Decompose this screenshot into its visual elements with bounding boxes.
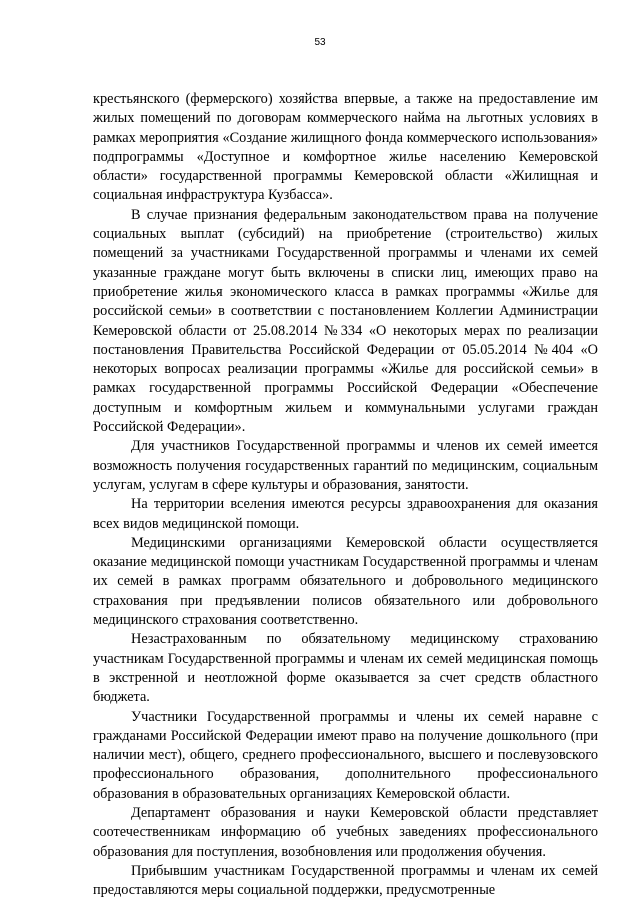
- page-number: 53: [314, 37, 326, 48]
- paragraph: На территории вселения имеются ресурсы здравоохранения для оказания всех видов медицинской помощи.: [93, 496, 598, 532]
- paragraph: Департамент образования и науки Кемеровской области представляет соотечественникам информацию об учебных заведениях профессионального образования для поступления, возобновления или продолжения обучения.: [93, 804, 598, 860]
- paragraph: Участники Государственной программы и члены их семей наравне с гражданами Российской Федерации имеют право на получение дошкольного (при наличии мест), общего, среднего профессионального, высшего и послевузовского профессионального образования, дополнительного профессионального образования в образовательных организациях Кемеровской области.: [93, 708, 598, 802]
- body-text: [93, 90, 598, 900]
- paragraph-continuation: крестьянского (фермерского) хозяйства впервые, а также на предоставление им жилых помещений по договорам коммерческого найма на льготных условиях в рамках мероприятия «Создание жилищного фонда коммерческого использования» подпрограммы «Доступное и комфортное жилье населению Кемеровской области» государственной программы Кемеровской области «Жилищная и социальная инфраструктура Кузбасса».: [93, 91, 598, 204]
- paragraph: Для участников Государственной программы и членов их семей имеется возможность получения государственных гарантий по медицинским, социальным услугам, услугам в сфере культуры и образования, занятости.: [93, 438, 598, 493]
- paragraph: В случае признания федеральным законодательством права на получение социальных выплат (субсидий) на приобретение (строительство) жилых помещений за участниками Государственной программы и членами их семей указанные граждане могут быть включены в списки лиц, имеющих право на приобретение жилья экономического класса в рамках программы «Жилье для российской семьи» в соответствии с постановлением Коллегии Администрации Кемеровской области от 25.08.2014 №334 «О некоторых мерах по реализации постановления Правительства Российской Федерации от 05.05.2014 №404 «О некоторых вопросах реализации программы «Жилье для российской семьи» в рамках государственной программы Российской Федерации «Обеспечение доступным и комфортным жильем и коммунальными услугами граждан Российской Федерации».: [93, 206, 598, 436]
- paragraph: Медицинскими организациями Кемеровской области осуществляется оказание медицинской помощи участникам Государственной программы и членам их семей в рамках программ обязательного и добровольного медицинского страхования при предъявлении полисов обязательного или добровольного медицинского страхования соответственно.: [93, 534, 598, 629]
- paragraph: Прибывшим участникам Государственной программы и членам их семей предоставляются меры социальной поддержки, предусмотренные: [93, 862, 598, 899]
- paragraph: Незастрахованным по обязательному медицинскому страхованию участникам Государственной программы и членам их семей медицинская помощь в экстренной и неотложной форме оказывается за счет средств областного бюджета.: [93, 631, 598, 706]
